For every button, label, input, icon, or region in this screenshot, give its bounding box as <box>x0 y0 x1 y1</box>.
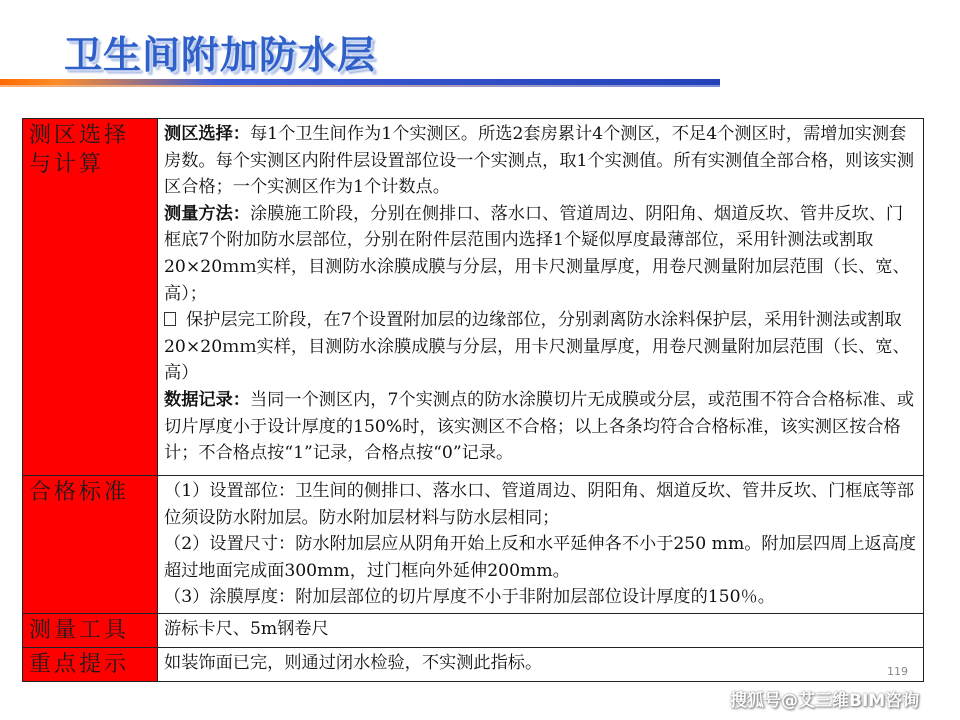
spec-table <box>22 118 924 682</box>
paragraph: （3）涂膜厚度：附加层部位的切片厚度不小于非附加层部位设计厚度的150％。 <box>164 587 775 608</box>
row-label: 合格标准 <box>23 476 158 614</box>
table-row <box>23 647 924 681</box>
row-label: 重点提示 <box>23 647 158 681</box>
table-row <box>23 613 924 647</box>
row-label: 测量工具 <box>23 613 158 647</box>
paragraph <box>164 201 917 307</box>
paragraph: （2）设置尺寸：防水附加层应从阴角开始上反和水平延伸各不小于250 mm。附加层四周上返高度超过地面完成面300mm，过门框向外延伸200mm。 <box>164 534 917 581</box>
paragraph: （1）设置部位：卫生间的侧排口、落水口、管道周边、阴阳角、烟道反坎、管井反坎、门框底等部位须设防水附加层。防水附加层材料与防水层相同； <box>164 481 915 528</box>
paragraph-heading: 测量方法： <box>164 203 250 224</box>
paragraph-heading: 数据记录： <box>164 389 250 410</box>
table-row <box>23 119 924 476</box>
title-divider-shadow <box>0 85 720 87</box>
row-content <box>158 647 924 681</box>
paragraph-text: 当同一个测区内，7个实测点的防水涂膜切片无成膜或分层，或范围不符合合格标准、或切片厚度小于设计厚度的150%时，该实测区不合格；以上各条均符合合格标准，该实测区按合格计；不合格点按“1”记录，合格点按“0”记录。 <box>164 389 915 464</box>
paragraph-text: 每1个卫生间作为1个实测区。所选2套房累计4个测区，不足4个测区时，需增加实测套房数。每个实测区内附件层设置部位设一个实测点，取1个实测值。所有实测值全部合格，则该实测区合格；一个实测区作为1个计数点。 <box>164 124 915 198</box>
row-content <box>158 476 924 614</box>
paragraph-text: 保护层完工阶段，在7个设置附加层的边缘部位，分别剥离防水涂料保护层，采用针测法或割取20×20ｍｍ实样，目测防水涂膜成膜与分层，用卡尺测量厚度，用卷尺测量附加层范围（长、宽、高） <box>164 310 910 384</box>
page-number: 119 <box>887 665 908 678</box>
page-title: 卫生间附加防水层 <box>64 33 377 77</box>
row-content <box>158 613 924 647</box>
paragraph <box>164 307 917 387</box>
paragraph-heading: 测区选择： <box>164 124 250 144</box>
bullet-box-icon <box>164 312 176 326</box>
paragraph: 游标卡尺、5m钢卷尺 <box>164 618 329 639</box>
table-row <box>23 476 924 614</box>
row-label: 测区选择与计算 <box>23 119 158 476</box>
paragraph <box>164 121 917 201</box>
paragraph-text: 涂膜施工阶段，分别在侧排口、落水口、管道周边、阴阳角、烟道反坎、管井反坎、门框底7个附加防水层部位，分别在附件层范围内选择1个疑似厚度最薄部位，采用针测法或割取20×20ｍｍ实样，目测防水涂膜成膜与分层，用卡尺测量厚度，用卷尺测量附加层范围（长、宽、高）； <box>164 203 910 304</box>
row-content <box>158 119 924 476</box>
watermark: 搜狐号@艾三维BIM咨询 <box>730 691 920 711</box>
paragraph: 如装饰面已完，则通过闭水检验，不实测此指标。 <box>164 652 543 673</box>
paragraph <box>164 387 917 467</box>
